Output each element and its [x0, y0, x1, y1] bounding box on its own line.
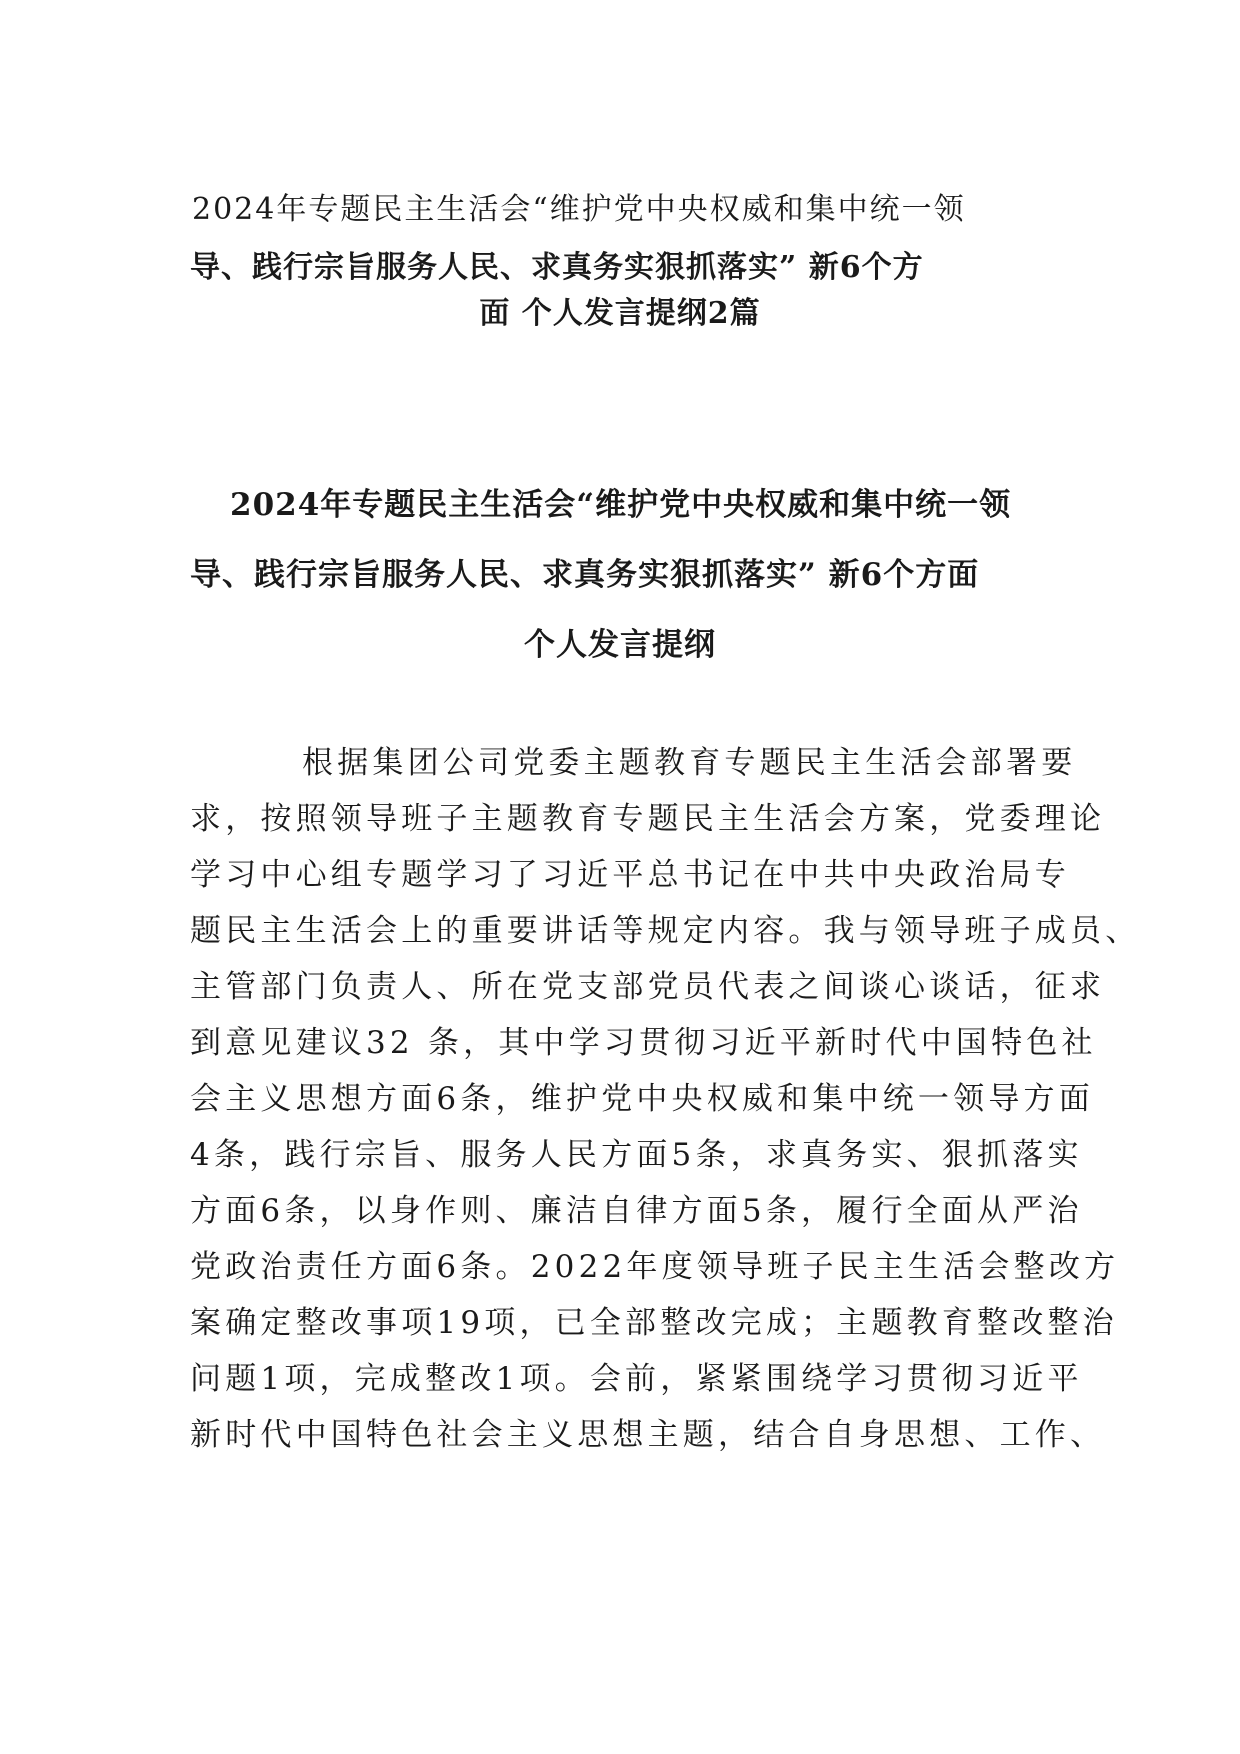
body-line: 方面6条，以身作则、廉洁自律方面5条，履行全面从严治 — [190, 1193, 1083, 1229]
main-title-line-3: 面 个人发言提纲2篇 — [479, 296, 761, 331]
body-line: 主管部门负责人、所在党支部党员代表之间谈心谈话，征求 — [190, 969, 1106, 1005]
main-title — [190, 188, 1050, 336]
section-title-line-1: 2024年专题民主生活会“维护党中央权威和集中统一领 — [230, 487, 1012, 523]
section-title-line-2: 导、践行宗旨服务人民、求真务实狠抓落实” 新6个方面 — [190, 557, 980, 593]
body-paragraph — [190, 735, 1141, 1463]
body-line: 问题1项，完成整改1项。会前，紧紧围绕学习贯彻习近平 — [190, 1361, 1083, 1397]
section-title — [190, 470, 1050, 680]
body-line: 会主义思想方面6条，维护党中央权威和集中统一领导方面 — [190, 1081, 1094, 1117]
body-line: 根据集团公司党委主题教育专题民主生活会部署要 — [302, 745, 1077, 781]
body-line: 党政治责任方面6条。2022年度领导班子民主生活会整改方 — [190, 1249, 1120, 1285]
main-title-line-1: 2024年专题民主生活会“维护党中央权威和集中统一领 — [192, 192, 966, 227]
main-title-line-2: 导、践行宗旨服务人民、求真务实狠抓落实” 新6个方 — [190, 250, 924, 285]
body-line: 求，按照领导班子主题教育专题民主生活会方案，党委理论 — [190, 801, 1106, 837]
body-line: 到意见建议32 条，其中学习贯彻习近平新时代中国特色社 — [190, 1025, 1097, 1061]
body-line: 案确定整改事项19项，已全部整改完成；主题教育整改整治 — [190, 1305, 1118, 1341]
body-line: 题民主生活会上的重要讲话等规定内容。我与领导班子成员、 — [190, 913, 1141, 949]
section-title-line-3: 个人发言提纲 — [524, 627, 716, 663]
body-line: 4条，践行宗旨、服务人民方面5条，求真务实、狠抓落实 — [190, 1137, 1083, 1173]
body-line: 新时代中国特色社会主义思想主题，结合自身思想、工作、 — [190, 1417, 1106, 1453]
body-line: 学习中心组专题学习了习近平总书记在中共中央政治局专 — [190, 857, 1070, 893]
